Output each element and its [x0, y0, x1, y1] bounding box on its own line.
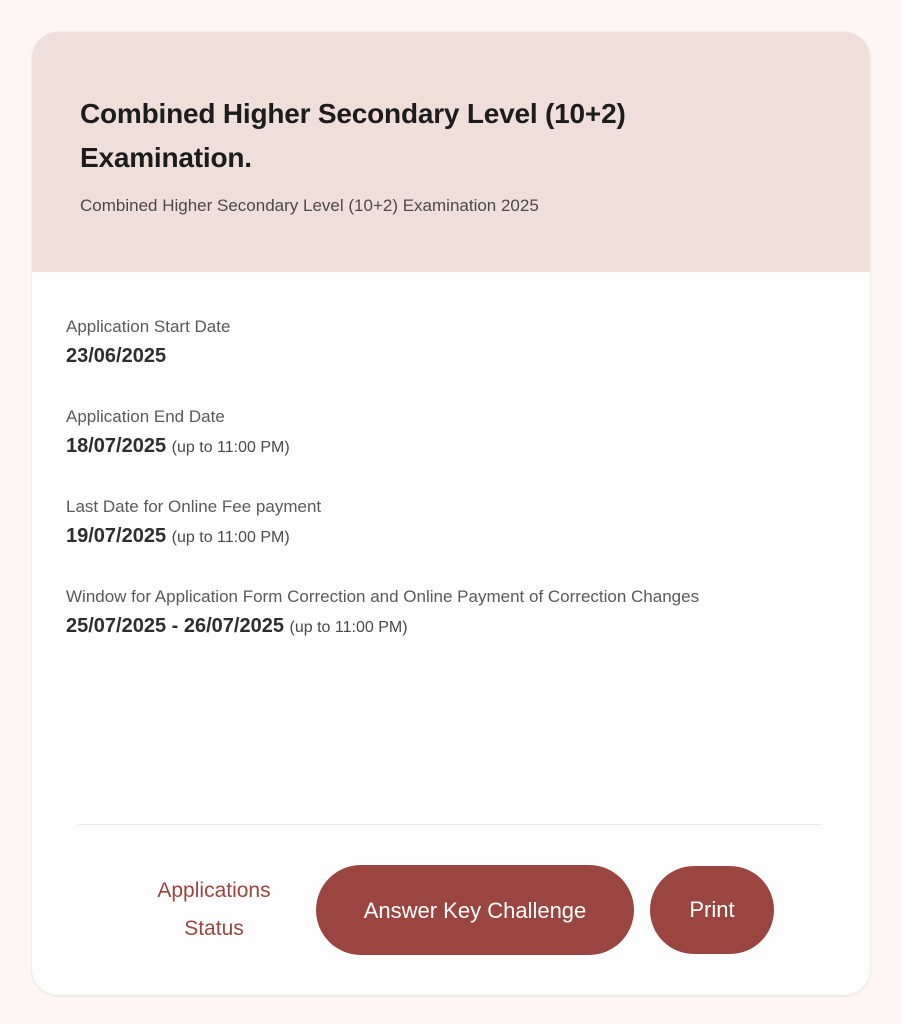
date-value-row	[66, 343, 822, 371]
date-label: Application End Date	[66, 407, 225, 426]
date-note: (up to 11:00 PM)	[171, 529, 290, 546]
date-value-row	[66, 433, 822, 461]
date-value: 23/06/2025	[66, 345, 167, 367]
exam-notification-card	[32, 32, 870, 995]
card-header	[32, 32, 870, 272]
date-block-correction-window	[66, 584, 822, 641]
applications-status-button[interactable]: Applications Status	[128, 872, 300, 948]
date-value: 18/07/2025	[66, 435, 167, 457]
answer-key-challenge-button[interactable]: Answer Key Challenge	[316, 865, 634, 955]
date-value-row	[66, 613, 822, 641]
card-footer	[32, 825, 870, 995]
date-note: (up to 11:00 PM)	[171, 439, 290, 456]
date-value: 25/07/2025 - 26/07/2025	[66, 615, 284, 637]
card-body	[32, 272, 870, 774]
date-block-application-end	[66, 404, 822, 461]
date-note: (up to 11:00 PM)	[289, 619, 408, 636]
print-button[interactable]: Print	[650, 866, 774, 954]
date-label: Last Date for Online Fee payment	[66, 497, 322, 516]
date-label: Application Start Date	[66, 317, 231, 336]
date-label: Window for Application Form Correction and Online Payment of Correction Changes	[66, 587, 700, 606]
date-value-row	[66, 523, 822, 551]
date-block-fee-payment	[66, 494, 822, 551]
date-value: 19/07/2025	[66, 525, 167, 547]
page-title: Combined Higher Secondary Level (10+2) Examination.	[80, 98, 626, 173]
card-subtitle: Combined Higher Secondary Level (10+2) Examination 2025	[80, 196, 539, 215]
date-block-application-start	[66, 314, 822, 371]
